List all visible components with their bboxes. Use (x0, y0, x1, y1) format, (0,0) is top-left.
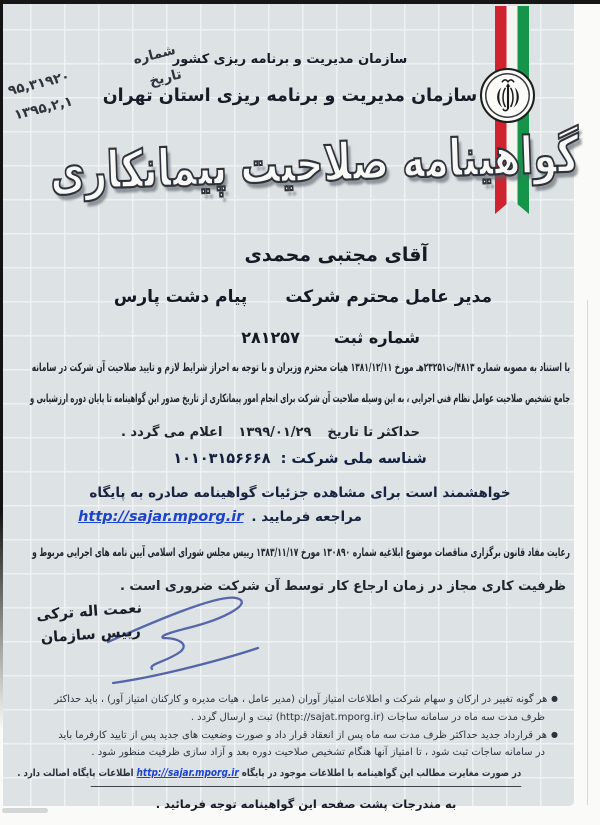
doc-date-value: ۱۳۹۵,۲,۱ (12, 93, 75, 124)
doc-date-label: تاریخ (147, 66, 184, 90)
expiry-prefix: حداکثر تا تاریخ (327, 425, 420, 440)
org-name-country: سازمان مدیریت و برنامه ریزی کشور (172, 52, 408, 67)
footer-bullet-2-line-1: ●هر قرارداد جدید حداکثر ظرف مدت سه ماه پس از انعقاد قرار داد و صورت وضعیت های جدید پس از تایید کارفرما باید (58, 729, 558, 741)
scan-edge-left (0, 0, 3, 730)
legal-line-1: رعایت مفاد قانون برگزاری مناقصات موضوع ابلاغیه شماره ۱۳۰۸۹۰ مورخ ۱۳۸۳/۱۱/۱۷ رییس مجلس شورای اسلامی آیین نامه های اجرایی مربوط و (32, 545, 570, 559)
expiry-date: ۱۳۹۹/۰۱/۲۹ (238, 425, 312, 440)
bullet-icon: ● (551, 694, 558, 703)
scan-edge-top (0, 0, 600, 4)
scan-edge-bottom (2, 808, 48, 813)
body-line-3 (121, 425, 420, 440)
sajar-portal-link[interactable]: http://sajar.mporg.ir (78, 509, 244, 525)
sajar-portal-link-footer[interactable]: http://sajar.mporg.ir (136, 767, 239, 780)
portal-link-line (10, 509, 430, 525)
footer-bullet-1-line-2: ظرف مدت سه ماه در سامانه ساجات (http://sajat.mporg.ir) ثبت و ارسال گردد . (190, 711, 545, 723)
legal-line-2: ظرفیت کاری مجاز در زمان ارجاع کار توسط آن شرکت ضروری است . (119, 579, 566, 594)
scan-edge-right (587, 300, 588, 805)
body-line-2: جامع تشخیص صلاحیت عوامل نظام فنی اجرایی ، به این وسیله صلاحیت آن شرکت برای انجام امور پیمانکاری از تاریخ صدور این گواهینامه تا پایان دوره ارزشیابی و (30, 391, 571, 405)
body-line-1: با استناد به مصوبه شماره ۴۸۱۳/ت۲۳۲۵۱هـ مورخ ۱۳۸۱/۱۲/۱۱ هیات محترم وزیران و با توجه به احراز شرایط لازم و تایید صلاحیت آن شرکت در سامانه (31, 360, 570, 374)
national-id-value: ۱۰۱۰۳۱۵۶۶۶۸ (173, 451, 271, 467)
recipient-company: پیام دشت پارس (113, 287, 248, 307)
national-id-row (100, 451, 500, 467)
recipient-name: آقای مجتبی محمدی (244, 244, 428, 266)
doc-number-value: ۹۵,۳۱۹۲۰ (6, 68, 72, 100)
recipient-role: مدیر عامل محترم شرکت (285, 287, 492, 307)
registration-number: ۲۸۱۲۵۷ (241, 328, 300, 347)
bullet-icon: ● (551, 729, 558, 739)
portal-request-line: خواهشمند است برای مشاهده جزئیات گواهینامه صادره به پایگاه (89, 485, 511, 501)
national-id-label: شناسه ملی شرکت : (280, 451, 427, 467)
doc-number-label: شماره (131, 41, 178, 68)
signatory-title: رییس سازمان (40, 623, 142, 647)
footer-bullet-1-line-1: ●هر گونه تغییر در ارکان و سهام شرکت و اطلاعات امتیاز آوران (مدیر عامل ، هیات مدیره و کارکنان امتیاز آور) ، باید حداکثر (54, 694, 558, 705)
authenticity-prefix: در صورت مغایرت مطالب این گواهینامه با اطلاعات موجود در پایگاه (241, 768, 522, 780)
registration-label: شماره ثبت (333, 328, 420, 347)
registration-row (241, 328, 420, 347)
footer-notes (17, 691, 558, 814)
signature-block (29, 600, 151, 647)
portal-action-text: مراجعه فرمایید . (251, 509, 362, 525)
footer-bullet-2-line-2: در سامانه ساجات ثبت شود ، تا امتیاز آنها هنگام تشخیص صلاحیت دوره بعد و آزاد سازی ظرفیت منظور شود . (91, 747, 545, 759)
expiry-suffix: اعلام می گردد . (120, 425, 223, 440)
certificate-title-text: گواهینامه صلاحیت پیمانکاری (49, 124, 581, 203)
recipient-role-company (114, 287, 492, 307)
back-page-note: به مندرجات پشت صفحه این گواهینامه توجه فرمائید . (155, 796, 457, 811)
authenticity-line (17, 764, 522, 787)
authenticity-suffix: اطلاعات پایگاه اصالت دارد . (17, 768, 134, 780)
signatory-name: نعمت اله ترکی (35, 600, 143, 624)
org-name-province: سازمان مدیریت و برنامه ریزی استان تهران (102, 86, 478, 106)
certificate-title (49, 124, 581, 203)
